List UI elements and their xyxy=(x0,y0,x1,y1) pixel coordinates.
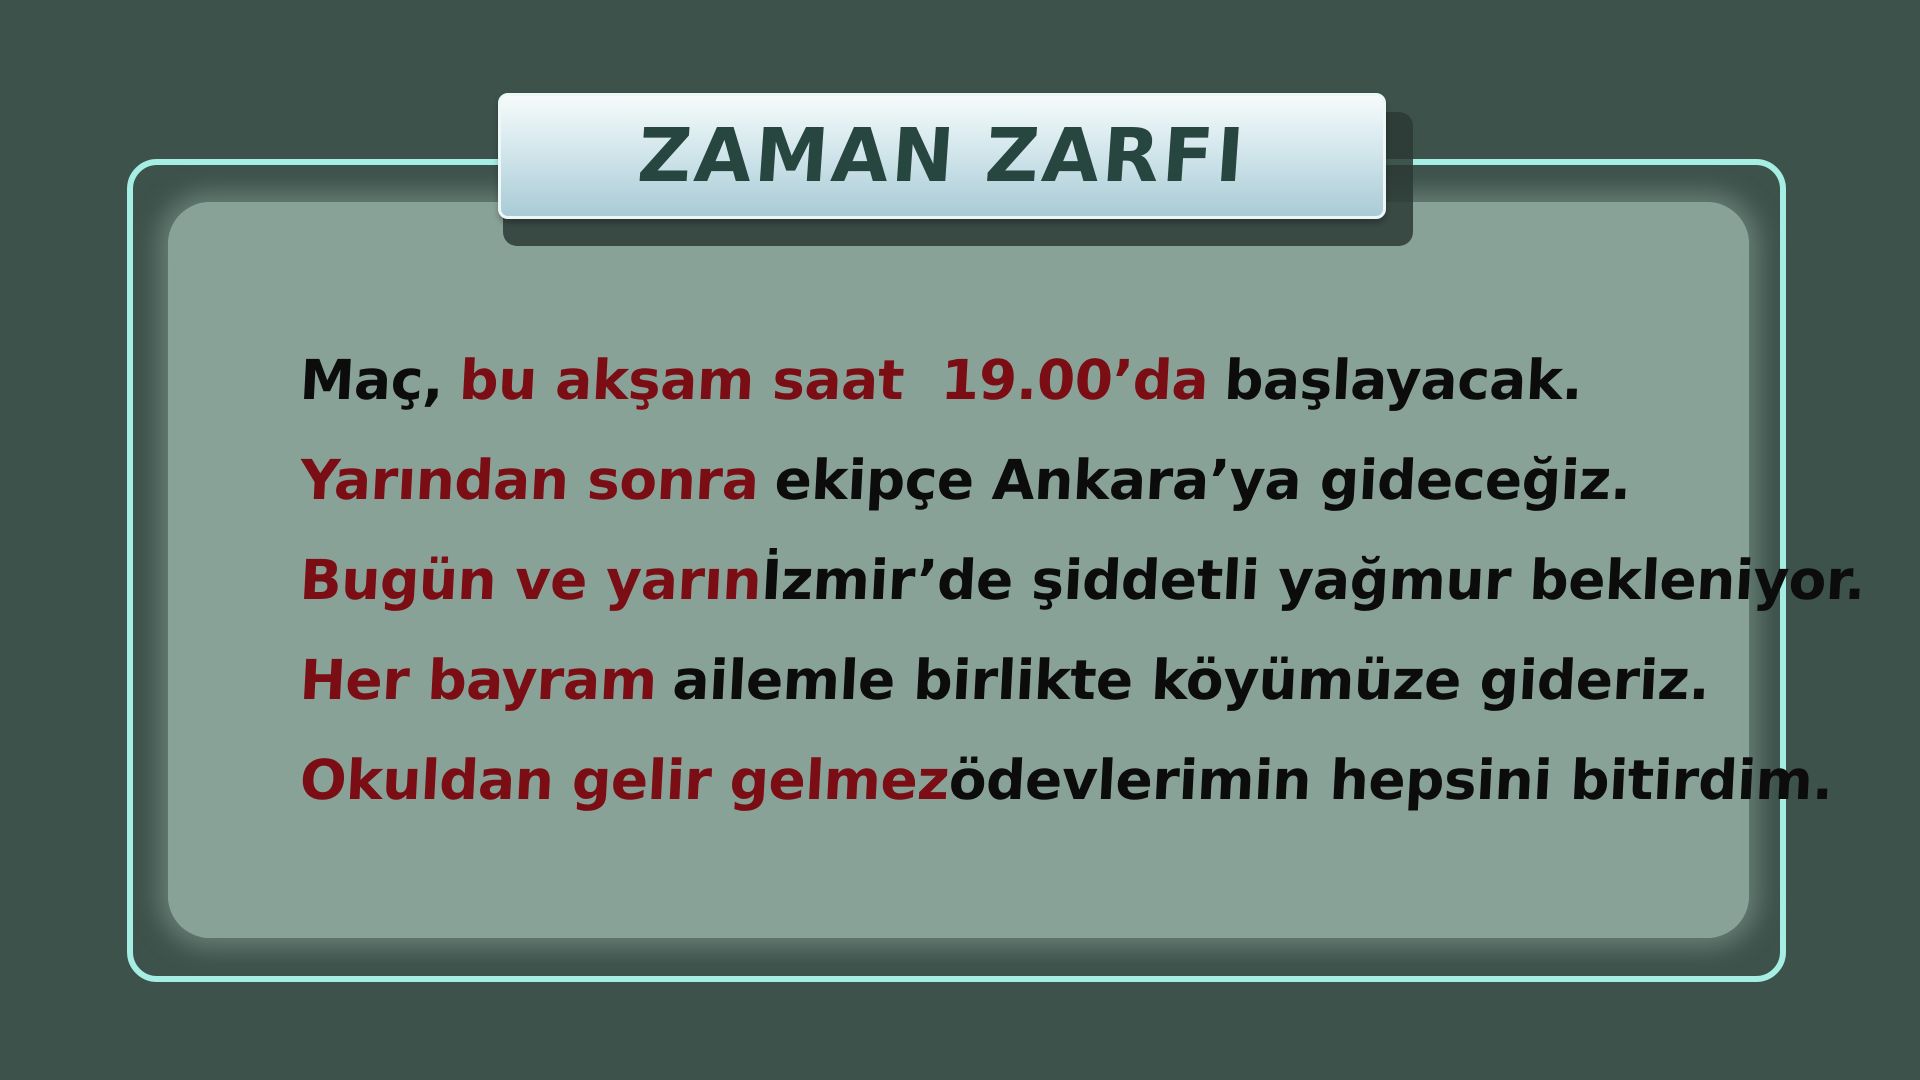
sentence-2 xyxy=(297,430,1722,530)
sentence-4-post: ailemle birlikte köyümüze gideriz. xyxy=(671,648,1712,712)
sentence-5-adverb: Okuldan gelir gelmez xyxy=(298,748,951,812)
sentence-4-adverb: Her bayram xyxy=(298,648,659,712)
sentence-1-pre: Maç, xyxy=(298,348,446,412)
sentence-1-adverb: bu akşam saat 19.00’da xyxy=(457,348,1211,412)
sentence-list xyxy=(298,330,1867,830)
sentence-3-adverb: Bugün ve yarın xyxy=(298,548,763,612)
sentence-5 xyxy=(297,730,1835,830)
sentence-2-post: ekipçe Ankara’ya gideceğiz. xyxy=(773,448,1633,512)
sentence-2-adverb: Yarından sonra xyxy=(298,448,761,512)
sentence-4 xyxy=(297,630,1722,730)
title-banner xyxy=(498,93,1386,219)
sentence-3 xyxy=(297,530,1867,630)
sentence-1-post: başlayacak. xyxy=(1222,348,1585,412)
page-title: ZAMAN ZARFI xyxy=(634,113,1250,199)
sentence-5-post: ödevlerimin hepsini bitirdim. xyxy=(947,748,1835,812)
sentence-1 xyxy=(297,330,1722,430)
sentence-3-post: İzmir’de şiddetli yağmur bekleniyor. xyxy=(759,548,1867,612)
